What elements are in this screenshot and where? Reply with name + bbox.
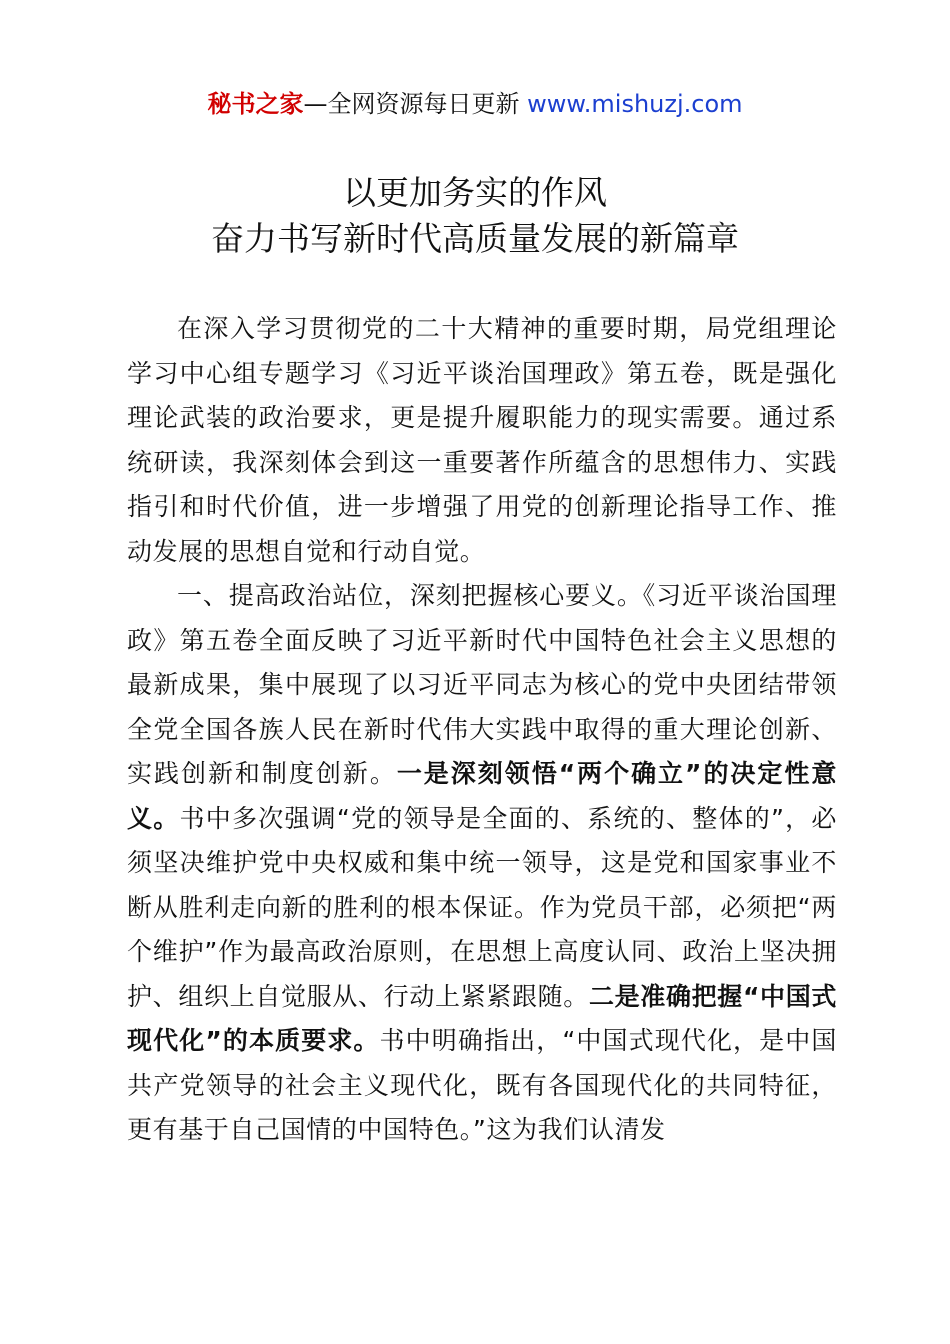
paragraph-text: 书中明确指出，“中国式现代化，是中国共产党领导的社会主义现代化，既有各国现代化的共同特征，更有基于自己国情的中国特色。”这为我们认清发: [127, 1026, 837, 1144]
document-body: [127, 307, 837, 1153]
title-line-1: 以更加务实的作风: [343, 173, 607, 212]
site-header: [0, 86, 950, 122]
document-title: [0, 170, 950, 262]
paragraph-section-1: [127, 574, 837, 1153]
bold-point-1: 一是深刻领悟“两个确立”的决定性意义。: [127, 759, 837, 833]
brand-name: 秘书之家: [207, 90, 304, 118]
title-line-2: 奋力书写新时代高质量发展的新篇章: [211, 219, 739, 258]
site-url-link[interactable]: www.mishuzj.com: [527, 90, 743, 118]
bold-point-2: 二是准确把握“中国式现代化”的本质要求。: [127, 981, 837, 1055]
paragraph-text: 书中多次强调“党的领导是全面的、系统的、整体的”，必须坚决维护党中央权威和集中统一领导，这是党和国家事业不断从胜利走向新的胜利的根本保证。作为党员干部，必须把“两个维护”作为最高政治原则，在思想上高度认同、政治上坚决拥护、组织上自觉服从、行动上紧紧跟随。: [127, 803, 837, 1011]
paragraph-intro: 在深入学习贯彻党的二十大精神的重要时期，局党组理论学习中心组专题学习《习近平谈治国理政》第五卷，既是强化理论武装的政治要求，更是提升履职能力的现实需要。通过系统研读，我深刻体会到这一重要著作所蕴含的思想伟力、实践指引和时代价值，进一步增强了用党的创新理论指导工作、推动发展的思想自觉和行动自觉。: [127, 314, 837, 566]
paragraph-text: 一、提高政治站位，深刻把握核心要义。《习近平谈治国理政》第五卷全面反映了习近平新时代中国特色社会主义思想的最新成果，集中展现了以习近平同志为核心的党中央团结带领全党全国各族人民在新时代伟大实践中取得的重大理论创新、实践创新和制度创新。: [127, 581, 837, 788]
header-tagline: —全网资源每日更新: [303, 90, 528, 118]
